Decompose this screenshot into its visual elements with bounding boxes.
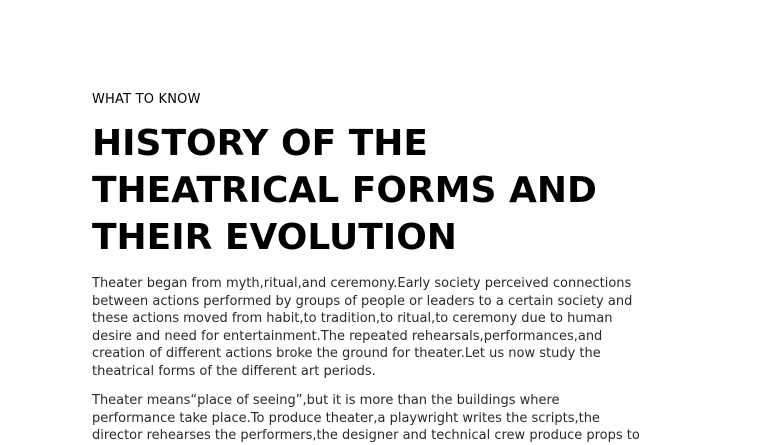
paragraph-line: Theater began from myth,ritual,and ceremony.Early society perceived connections bbox=[92, 276, 632, 291]
paragraph-line: these actions moved from habit,to tradition,to ritual,to ceremony due to human bbox=[92, 311, 613, 326]
title-line: THEIR EVOLUTION bbox=[92, 217, 457, 258]
paragraph-line: between actions performed by groups of people or leaders to a certain society and bbox=[92, 293, 633, 309]
body-paragraph bbox=[92, 392, 712, 445]
section-kicker: WHAT TO KNOW bbox=[92, 92, 201, 107]
paragraph-line: performance take place.To produce theater,a playwright writes the scripts,the bbox=[92, 410, 600, 426]
paragraph-line: director rehearses the performers,the designer and technical crew produce props to bbox=[92, 428, 640, 443]
paragraph-line: theatrical forms of the different art periods. bbox=[92, 363, 376, 379]
paragraph-line: desire and need for entertainment.The repeated rehearsals,performances,and bbox=[92, 328, 603, 344]
page-title bbox=[92, 120, 597, 261]
paragraph-line: Theater means“place of seeing”,but it is more than the buildings where bbox=[92, 393, 560, 408]
title-line: HISTORY OF THE bbox=[92, 123, 428, 164]
title-line: THEATRICAL FORMS AND bbox=[92, 170, 597, 211]
body-paragraph bbox=[92, 275, 712, 380]
paragraph-line: creation of different actions broke the ground for theater.Let us now study the bbox=[92, 346, 601, 361]
